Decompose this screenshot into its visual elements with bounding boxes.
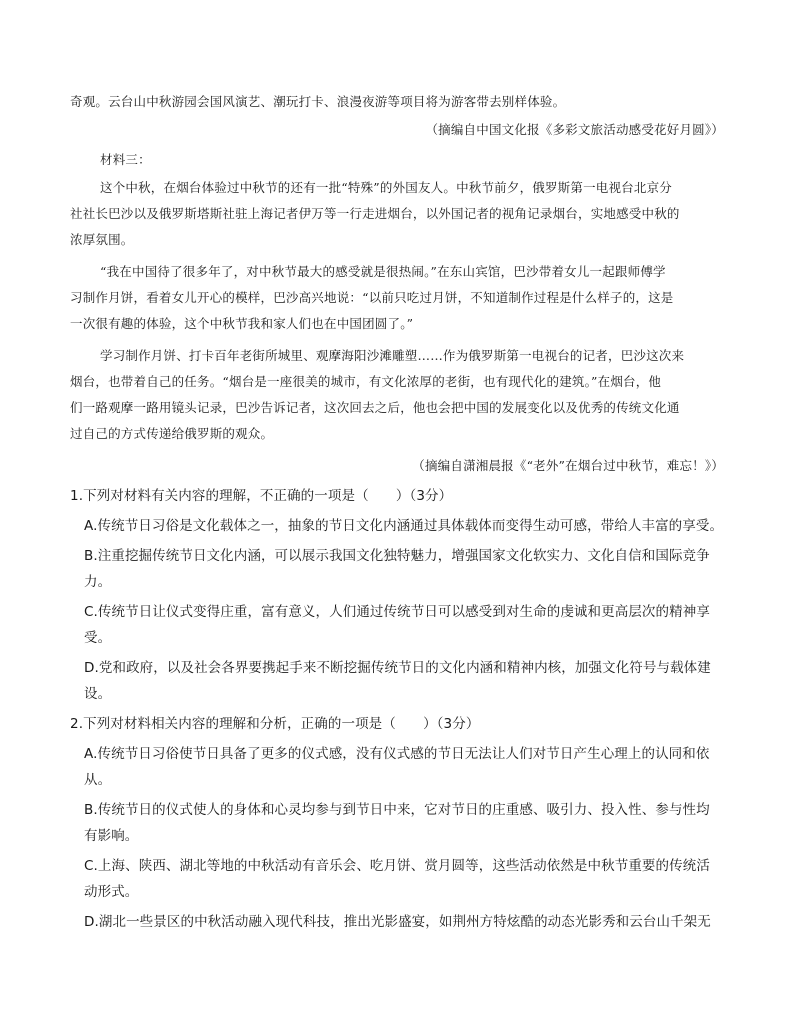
question-stem: 2.下列对材料相关内容的理解和分析，正确的一项是（ ）（3分）	[70, 716, 480, 732]
option-c: C.传统节日让仪式变得庄重，富有意义，人们通过传统节日可以感受到对生命的虔诚和更高层次的精神享	[84, 604, 710, 620]
paragraph-line: 一次很有趣的体验，这个中秋节我和家人们也在中国团圆了。”	[70, 316, 414, 331]
option-b-cont: 有影响。	[84, 828, 139, 844]
option-b-cont: 力。	[84, 574, 112, 590]
paragraph-line: 浓厚氛围。	[70, 232, 134, 247]
question-stem: 1.下列对材料有关内容的理解，不正确的一项是（ ）（3分）	[70, 488, 453, 504]
paragraph-line: 烟台，也带着自己的任务。“烟台是一座很美的城市，有文化浓厚的老街，也有现代化的建筑。”在烟台，他	[70, 374, 662, 389]
paragraph-line: 过自己的方式传递给俄罗斯的观众。	[70, 426, 274, 441]
paragraph-line: “我在中国待了很多年了，对中秋节最大的感受就是很热闹。”在东山宾馆，巴沙带着女儿一起跟师傅学	[100, 264, 666, 279]
paragraph-line: 们一路观摩一路用镜头记录，巴沙告诉记者，这次回去之后，他也会把中国的发展变化以及优秀的传统文化通	[70, 400, 680, 415]
material-title: 材料三：	[100, 152, 151, 167]
option-b: B.注重挖掘传统节日文化内涵，可以展示我国文化独特魅力，增强国家文化软实力、文化自信和国际竞争	[84, 548, 710, 564]
option-c-cont: 动形式。	[84, 884, 139, 900]
option-d: D.湖北一些景区的中秋活动融入现代科技，推出光影盛宴，如荆州方特炫酷的动态光影秀和云台山千架无	[84, 914, 711, 930]
option-a-cont: 从。	[84, 772, 112, 788]
paragraph-line: 社社长巴沙以及俄罗斯塔斯社驻上海记者伊万等一行走进烟台，以外国记者的视角记录烟台，实地感受中秋的	[70, 206, 680, 221]
paragraph-line: 学习制作月饼、打卡百年老街所城里、观摩海阳沙滩雕塑……作为俄罗斯第一电视台的记者，巴沙这次来	[100, 348, 685, 363]
option-d-cont: 设。	[84, 686, 112, 702]
material-line: 奇观。云台山中秋游园会国风演艺、潮玩打卡、浪漫夜游等项目将为游客带去别样体验。	[70, 94, 566, 109]
option-a: A.传统节日习俗使节日具备了更多的仪式感，没有仪式感的节日无法让人们对节日产生心理上的认同和依	[84, 746, 710, 762]
option-c-cont: 受。	[84, 630, 112, 646]
paragraph-line: 这个中秋，在烟台体验过中秋节的还有一批“特殊”的外国友人。中秋节前夕，俄罗斯第一电视台北京分	[100, 180, 672, 195]
paragraph-line: 习制作月饼，看着女儿开心的模样，巴沙高兴地说：“以前只吃过月饼，不知道制作过程是什么样子的，这是	[70, 290, 674, 305]
option-c: C.上海、陕西、湖北等地的中秋活动有音乐会、吃月饼、赏月圆等，这些活动依然是中秋节重要的传统活	[84, 858, 710, 874]
source-citation: （摘编自中国文化报《多彩文旅活动感受花好月圆》）	[425, 122, 724, 137]
source-citation: （摘编自潇湘晨报《“老外”在烟台过中秋节，难忘！》）	[412, 458, 724, 473]
option-b: B.传统节日的仪式使人的身体和心灵均参与到节日中来，它对节日的庄重感、吸引力、投入性、参与性均	[84, 802, 710, 818]
option-d: D.党和政府，以及社会各界要携起手来不断挖掘传统节日的文化内涵和精神内核，加强文化符号与载体建	[84, 660, 711, 676]
option-a: A.传统节日习俗是文化载体之一，抽象的节日文化内涵通过具体载体而变得生动可感，带给人丰富的享受。	[84, 518, 724, 534]
